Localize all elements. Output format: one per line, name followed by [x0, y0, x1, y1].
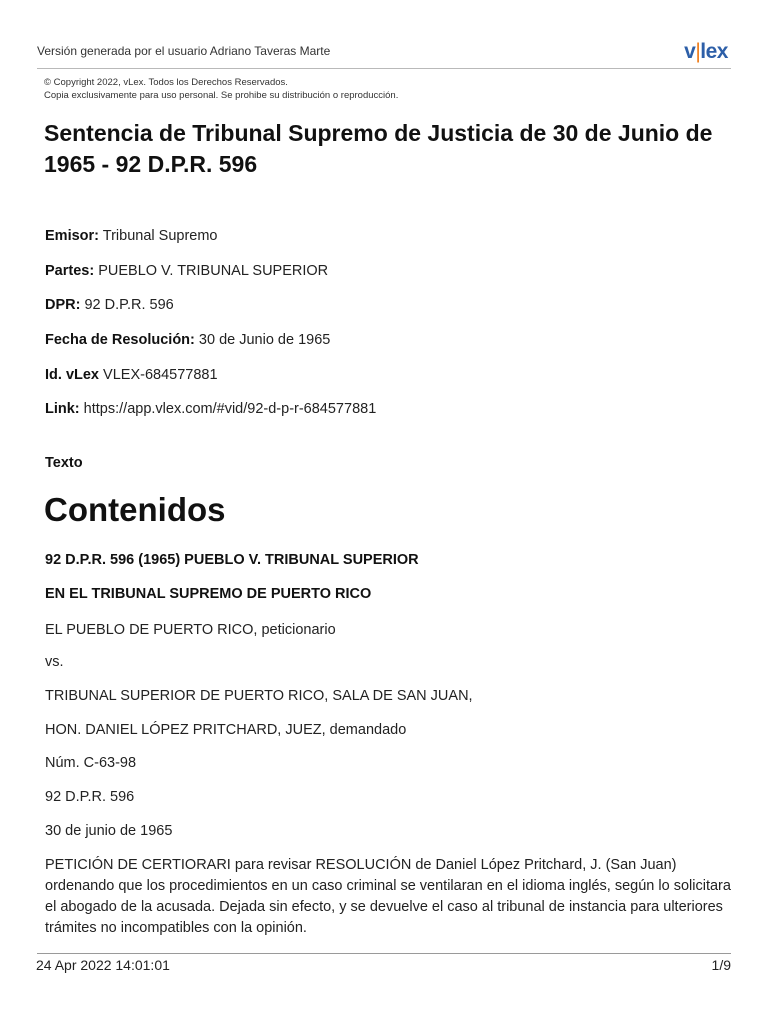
footer-divider: [37, 953, 731, 954]
meta-partes: [45, 263, 328, 279]
copyright-line: Copia exclusivamente para uso personal. Se prohibe su distribución o reproducción.: [44, 90, 399, 101]
meta-value: 30 de Junio de 1965: [198, 332, 331, 348]
logo-bar: |: [695, 40, 701, 63]
page-header: [37, 40, 728, 67]
body-line: EN EL TRIBUNAL SUPREMO DE PUERTO RICO: [45, 586, 372, 602]
body-line: TRIBUNAL SUPERIOR DE PUERTO RICO, SALA DE SAN JUAN,: [45, 688, 473, 704]
footer-page-number: 1/9: [711, 957, 731, 973]
document-link[interactable]: https://app.vlex.com/#vid/92-d-p-r-684577881: [83, 401, 377, 417]
meta-value: Tribunal Supremo: [102, 228, 218, 244]
body-line: HON. DANIEL LÓPEZ PRITCHARD, JUEZ, demandado: [45, 722, 407, 738]
contenidos-heading: Contenidos: [44, 491, 226, 528]
body-line: Núm. C-63-98: [45, 755, 137, 771]
meta-label: Id. vLex: [45, 367, 99, 383]
document-title: Sentencia de Tribunal Supremo de Justicia de 30 de Junio de 1965 - 92 D.P.R. 596: [44, 120, 713, 177]
meta-value: VLEX-684577881: [103, 367, 218, 383]
logo-v: v: [684, 40, 696, 63]
copyright-notice: [44, 76, 398, 102]
meta-label: Link:: [45, 401, 80, 417]
body-line: 30 de junio de 1965: [45, 823, 173, 839]
meta-link: [45, 401, 376, 417]
meta-label: Fecha de Resolución:: [45, 332, 195, 348]
body-line: EL PUEBLO DE PUERTO RICO, peticionario: [45, 622, 336, 638]
body-paragraph: PETICIÓN DE CERTIORARI para revisar RESOLUCIÓN de Daniel López Pritchard, J. (San Juan) ordenando que los procedimientos en un caso criminal se ventilaran en el idioma inglés, según lo solicitara el abogado de la acusada. Dejada sin efecto, y se devuelve el caso al tribunal de instancia para ulteriores trámites no incompatibles con la opinión.: [45, 857, 731, 936]
body-line: vs.: [45, 654, 64, 670]
footer-timestamp: 24 Apr 2022 14:01:01: [36, 957, 170, 973]
texto-label: Texto: [45, 455, 83, 471]
header-divider: [37, 68, 731, 69]
body-line: 92 D.P.R. 596: [45, 789, 135, 805]
meta-label: Emisor:: [45, 228, 99, 244]
generated-by-text: Versión generada por el usuario Adriano Taveras Marte: [37, 44, 331, 58]
meta-dpr: [45, 297, 174, 313]
meta-fecha: [45, 332, 330, 348]
meta-id-vlex: [45, 367, 218, 383]
meta-label: Partes:: [45, 263, 95, 279]
meta-value: 92 D.P.R. 596: [84, 297, 174, 313]
meta-label: DPR:: [45, 297, 81, 313]
body-line: 92 D.P.R. 596 (1965) PUEBLO V. TRIBUNAL SUPERIOR: [45, 552, 419, 568]
logo-lex: lex: [700, 40, 728, 63]
meta-emisor: [45, 228, 218, 244]
copyright-line: © Copyright 2022, vLex. Todos los Derechos Reservados.: [44, 77, 288, 88]
meta-value: PUEBLO V. TRIBUNAL SUPERIOR: [98, 263, 329, 279]
vlex-logo[interactable]: [684, 40, 728, 64]
